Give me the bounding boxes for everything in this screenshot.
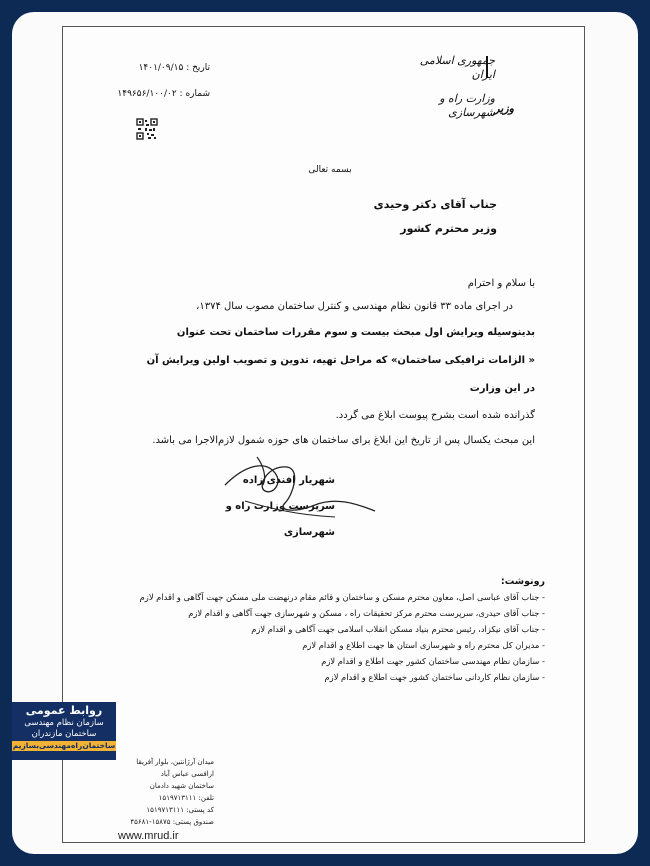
body-paragraph-5: این مبحث یکسال پس از تاریخ این ابلاغ برای ساختمان های حوزه شمول لازم‌الاجرا می باشد. bbox=[152, 435, 535, 446]
footer-line: ساختمان شهید دادمان bbox=[149, 782, 214, 790]
pr-badge-logo bbox=[12, 702, 116, 760]
number-line bbox=[100, 88, 210, 101]
cc-item: - سازمان نظام کاردانی ساختمان کشور جهت اطلاع و اقدام لازم bbox=[324, 672, 545, 682]
cc-item: - جناب آقای حیدری، سرپرست محترم مرکز تحقیقات راه ، مسکن و شهرسازی جهت آگاهی و اقدام لازم bbox=[188, 608, 545, 618]
footer-line: کد پستی: ۱۵۱۹۷۱۳۱۱۱ bbox=[146, 806, 214, 814]
date-value: ۱۴۰۱/۰۹/۱۵ bbox=[138, 63, 184, 73]
body-paragraph-3: « الزامات ترافیکی ساختمان» که مراحل تهیه، تدوین و تصویب اولین ویرایش آن در این وزارت bbox=[146, 355, 535, 394]
website-url: www.mrud.ir bbox=[118, 830, 179, 842]
handwritten-signature bbox=[205, 455, 385, 535]
cc-item: - جناب آقای نیکزاد، رئیس محترم بنیاد مسکن انقلاب اسلامی جهت آگاهی و اقدام لازم bbox=[251, 624, 545, 634]
badge-line-2: سازمان نظام مهندسی bbox=[24, 718, 104, 728]
signatory-title: سرپرست وزارت راه و شهرسازی bbox=[225, 501, 335, 538]
number-label: شماره : bbox=[179, 89, 210, 99]
recipient-title: وزیر محترم کشور bbox=[400, 222, 497, 235]
body-paragraph-4: گذرانده شده است بشرح پیوست ابلاغ می گردد. bbox=[335, 410, 535, 421]
footer-line: ارافسی عباس آباد bbox=[160, 770, 214, 778]
footer-line: میدان آرژانتین، بلوار آفریقا bbox=[136, 758, 214, 766]
qr-code-icon bbox=[136, 118, 158, 140]
number-value: ۱۴۹۶۵۶/۱۰۰/۰۲ bbox=[117, 89, 177, 99]
footer-line: صندوق پستی: ۱۵۸۷۵-۴۵۶۸۱ bbox=[130, 818, 214, 826]
badge-line-3: ساختمان مازندران bbox=[31, 729, 97, 739]
body-paragraph-2: بدینوسیله ویرایش اول مبحث بیست و سوم مقررات ساختمان تحت عنوان bbox=[176, 327, 535, 338]
cc-item: - سازمان نظام مهندسی ساختمان کشور جهت اطلاع و اقدام لازم bbox=[321, 656, 545, 666]
cc-list bbox=[135, 589, 545, 685]
cc-block bbox=[135, 575, 545, 685]
footer-address bbox=[118, 756, 214, 828]
cc-title: رونوشت: bbox=[500, 576, 545, 587]
recipient-block bbox=[300, 193, 497, 241]
date-line bbox=[110, 62, 210, 75]
cc-item: - مدیران کل محترم راه و شهرسازی استان ها جهت اطلاع و اقدام لازم bbox=[302, 640, 545, 650]
letter-body bbox=[135, 275, 535, 453]
date-label: تاریخ : bbox=[186, 63, 210, 73]
badge-line-4: ساختمان‌راه‌مهندسی‌بسازیم bbox=[12, 741, 116, 750]
bismillah: بسمه تعالی bbox=[308, 165, 352, 175]
cc-item: - جناب آقای عباسی اصل، معاون محترم مسکن و ساختمان و قائم مقام درنهضت ملی مسکن جهت آگاهی و اقدام لازم bbox=[139, 592, 545, 602]
footer-line: تلفن: ۱۵۱۹۷۱۳۱۱۱ bbox=[158, 794, 214, 802]
republic-title: جمهوری اسلامی ایران bbox=[419, 54, 495, 81]
badge-line-1: روابط عمومی bbox=[25, 704, 103, 717]
minister-title: وزیر bbox=[494, 102, 514, 115]
greeting: با سلام و احترام bbox=[467, 278, 535, 289]
recipient-name: جناب آقای دکتر وحیدی bbox=[373, 198, 497, 211]
signatory-name: شهریار افندی زاده bbox=[242, 475, 335, 486]
body-paragraph-1: در اجرای ماده ۳۳ قانون نظام مهندسی و کنترل ساختمان مصوب سال ۱۳۷۴، bbox=[196, 301, 513, 312]
ministry-title: وزارت راه و شهرسازی bbox=[439, 92, 495, 119]
